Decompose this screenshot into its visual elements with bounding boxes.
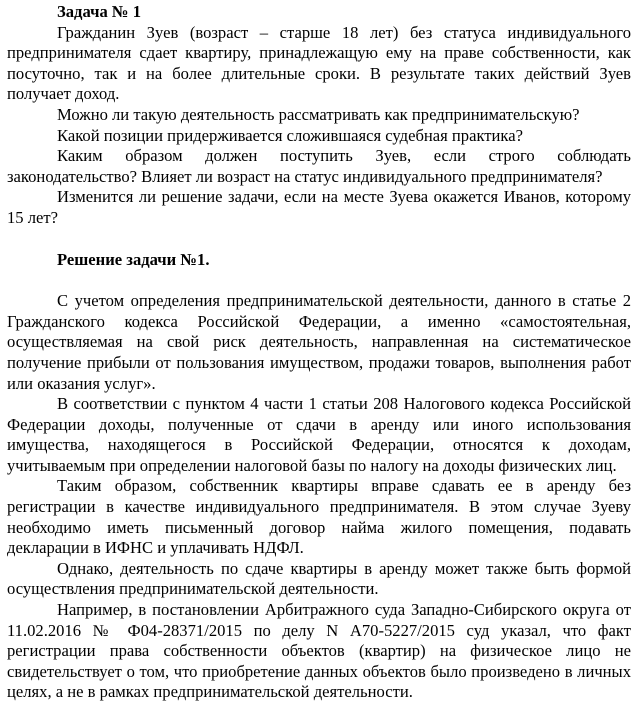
solution-paragraph-3: Таким образом, собственник квартиры вправе сдавать ее в аренду без регистрации в качестве индивидуального предпринимателя. В этом случае Зуеву необходимо иметь письменный договор найма жилого помещения, подавать декларации в ИФНС и уплачивать НДФЛ. bbox=[7, 476, 631, 558]
blank-line bbox=[7, 229, 631, 250]
task-question-2: Какой позиции придерживается сложившаяся судебная практика? bbox=[57, 125, 523, 145]
task-condition-paragraph: Гражданин Зуев (возраст – старше 18 лет) без статуса индивидуального предпринимателя сдает квартиру, принадлежащую ему на праве собственности, как посуточно, так и на более длительные сроки. В результате таких действий Зуев получает доход. bbox=[7, 22, 631, 104]
task-question-3: Каким образом должен поступить Зуев, если строго соблюдать законодательство? Влияет ли возраст на статус индивидуального предпринимателя? bbox=[7, 146, 631, 186]
solution-paragraph-1: С учетом определения предпринимательской деятельности, данного в статье 2 Гражданского кодекса Российской Федерации, а именно «самостоятельная, осуществляемая на свой риск деятельность, направленная на систематическое получение прибыли от пользования имуществом, продажи товаров, выполнения работ или оказания услуг». bbox=[7, 291, 631, 393]
task-title: Задача № 1 bbox=[57, 2, 142, 21]
task-question-1: Можно ли такую деятельность рассматривать как предпринимательскую? bbox=[57, 104, 580, 124]
solution-paragraph-4: Однако, деятельность по сдаче квартиры в аренду может также быть формой осуществления предпринимательской деятельности. bbox=[7, 558, 631, 599]
task-question-4: Изменится ли решение задачи, если на месте Зуева окажется Иванов, которому 15 лет? bbox=[7, 187, 631, 227]
blank-line bbox=[7, 270, 631, 291]
solution-paragraph-2: В соответствии с пунктом 4 части 1 статьи 208 Налогового кодекса Российской Федерации доходы, полученные от сдачи в аренду или иного использования имущества, находящегося в Российской Федерации, относятся к доходам, учитываемым при определении налоговой базы по налогу на доходы физических лиц. bbox=[7, 394, 631, 475]
solution-title: Решение задачи №1. bbox=[57, 249, 210, 269]
solution-paragraph-5: Например, в постановлении Арбитражного суда Западно-Сибирского округа от 11.02.2016 № Ф04-28371/2015 по делу N А70-5227/2015 суд указал, что факт регистрации права собственности объектов (квартир) на физическое лицо не свидетельствует о том, что приобретение данных объектов было произведено в личных целях, а не в рамках предпринимательской деятельности. bbox=[7, 600, 631, 702]
document-page bbox=[7, 2, 631, 703]
